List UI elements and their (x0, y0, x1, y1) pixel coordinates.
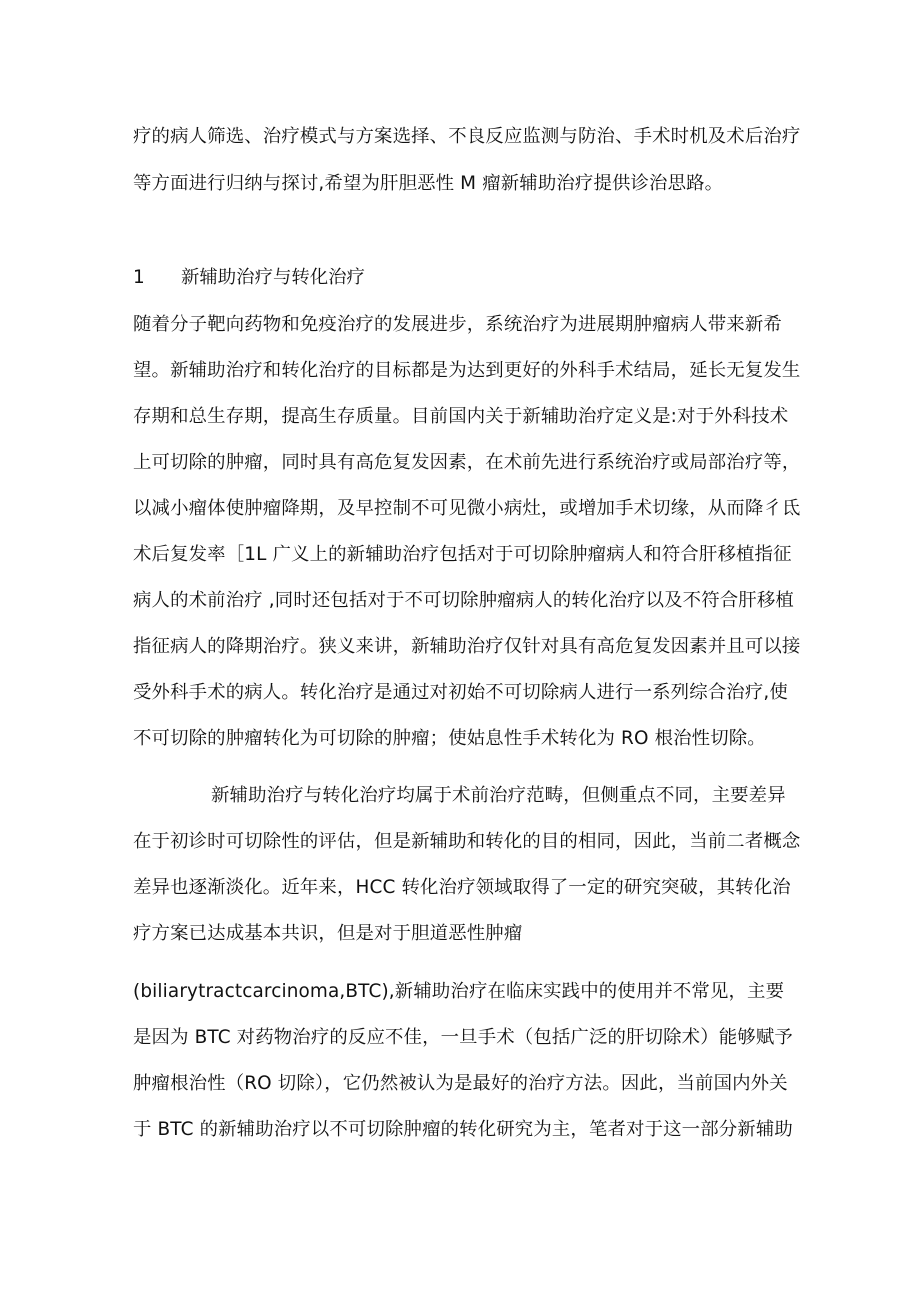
paragraph2-line-3: 差异也逐渐淡化。近年来，HCC 转化治疗领域取得了一定的研究突破，其转化治 (133, 877, 791, 898)
paragraph2-line-6: 是因为 BTC 对药物治疗的反应不佳，一旦手术（包括广泛的肝切除术）能够赋予 (133, 1027, 793, 1048)
paragraph2-line-5: (biliarytractcarcinoma,BTC),新辅助治疗在临床实践中的使用并不常见，主要 (133, 981, 785, 1002)
paragraph1-line-1: 随着分子靶向药物和免疫治疗的发展进步，系统治疗为进展期肿瘤病人带来新希 (133, 314, 782, 335)
section-number: 1 (133, 267, 145, 288)
paragraph2-line-7: 肿瘤根治性（RO 切除），它仍然被认为是最好的治疗方法。因此，当前国内外关 (133, 1073, 788, 1094)
intro-line-1: 疗的病人筛选、治疗模式与方案选择、不良反应监测与防治、手术时机及术后治疗 (133, 126, 801, 147)
intro-line-2: 等方面进行归纳与探讨,希望为肝胆恶性 M 瘤新辅助治疗提供诊治思路。 (133, 173, 724, 194)
paragraph1-line-4: 上可切除的肿瘤，同时具有高危复发因素，在术前先进行系统治疗或局部治疗等， (133, 452, 801, 473)
paragraph1-line-7: 病人的术前治疗 ,同时还包括对于不可切除肿瘤病人的转化治疗以及不符合肝移植 (133, 590, 794, 611)
paragraph2-line-8: 于 BTC 的新辅助治疗以不可切除肿瘤的转化研究为主，笔者对于这一部分新辅助 (133, 1119, 793, 1140)
paragraph1-line-6: 术后复发率［1L 广义上的新辅助治疗包括对于可切除肿瘤病人和符合肝移植指征 (133, 544, 792, 565)
paragraph1-line-9: 受外科手术的病人。转化治疗是通过对初始不可切除病人进行一系列综合治疗,使 (133, 682, 788, 703)
paragraph1-line-5: 以减小瘤体使肿瘤降期，及早控制不可见微小病灶，或增加手术切缘，从而降彳氐 (133, 498, 801, 519)
paragraph1-line-8: 指征病人的降期治疗。狭义来讲，新辅助治疗仅针对具有高危复发因素并且可以接 (133, 636, 801, 657)
paragraph2-line-2: 在于初诊时可切除性的评估，但是新辅助和转化的目的相同，因此，当前二者概念 (133, 831, 801, 852)
paragraph1-line-10: 不可切除的肿瘤转化为可切除的肿瘤；使姑息性手术转化为 RO 根治性切除。 (133, 728, 766, 749)
paragraph2-line-4: 疗方案已达成基本共识，但是对于胆道恶性肿瘤 (133, 923, 523, 944)
paragraph1-line-2: 望。新辅助治疗和转化治疗的目标都是为达到更好的外科手术结局，延长无复发生 (133, 360, 801, 381)
section-title: 新辅助治疗与转化治疗 (181, 267, 365, 288)
paragraph2-line-1: 新辅助治疗与转化治疗均属于术前治疗范畴，但侧重点不同，主要差异 (211, 785, 786, 806)
paragraph1-line-3: 存期和总生存期，提高生存质量。目前国内关于新辅助治疗定义是:对于外科技术 (133, 406, 789, 427)
